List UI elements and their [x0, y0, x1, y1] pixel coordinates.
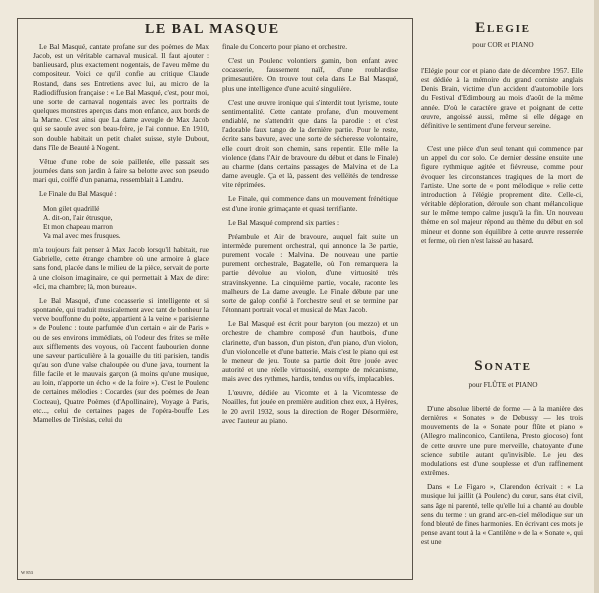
- bal-masque-column-1: [33, 42, 209, 429]
- elegie-text: [421, 66, 583, 250]
- paragraph: Vêtue d'une robe de soie pailletée, elle passait ses journées dans son jardin à faire sa belotte avec son pseudo mari qui, coiffé d'un panama, ressemblait à Landru.: [33, 156, 209, 185]
- paragraph: m'a toujours fait penser à Max Jacob lorsqu'il habitait, rue Gabrielle, cette étrange chambre où une armoire à glace sans fond, placée dans le milieu de la pièce, servait de porte à une cloison imaginaire, ce qui permettait à Max de dire: «Ici, ma chambre; là, mon bureau».: [33, 245, 209, 291]
- elegie-title: Elegie: [475, 20, 531, 36]
- poem-line: Et mon chapeau marron: [43, 221, 113, 231]
- paragraph: Préambule et Air de bravoure, auquel fait suite un intermède purement orchestral, qui annonce la 3e partie, purement vocale : Malvina. De nouveau une partie purement orchestrale, Bagatelle, où l'on remarquera la partie dévolue au violon, d'une virtuosité très stravinskyenne. La cinquième partie, vocale, raconte les malheurs de La dame aveugle. Le Finale débute par une sorte de galop confié à l'orchestre seul et se termine par l'étonnant portrait vocal et musical de Max Jacob.: [222, 231, 398, 315]
- paragraph: L'œuvre, dédiée au Vicomte et à la Vicomtesse de Noailles, fut jouée en première audition chez eux, à Hyères, le 20 avril 1932, sous la direction de Roger Désormière, avec l'auteur au piano.: [222, 388, 398, 425]
- sonate-text: [421, 404, 583, 551]
- sonate-title: Sonate: [474, 358, 532, 374]
- paragraph: l'Elégie pour cor et piano date de décembre 1957. Elle est dédiée à la mémoire du grand corniste anglais Denis Brain, victime d'un accident d'automobile lors du Festival d'Edimbourg au mois d'août de la même année. D'où le caractère grave et poignant de cette œuvre, angoissé aussi, même si elle dégage en définitive le sentiment d'une ferveur sereine.: [421, 66, 583, 130]
- paragraph: Le Bal Masqué est écrit pour baryton (ou mezzo) et un orchestre de chambre composé d'un hautbois, d'une clarinette, d'un basson, d'un piston, d'un piano, d'un violon, d'un violoncelle et d'une batterie. Mais c'est le piano qui est le meneur de jeu. Toute sa partie doit être jouée avec autorité et une réelle virtuosité, exempte de mécanisme, mais avec des rythmes, hardis, tendus ou vifs, implacables.: [222, 319, 398, 384]
- paragraph: Le Finale, qui commence dans un mouvement frénétique est d'une ironie grimaçante et quasi terrifiante.: [222, 194, 398, 213]
- paragraph: finale du Concerto pour piano et orchestre.: [222, 42, 348, 51]
- sonate-subtitle: pour FLÛTE et PIANO: [468, 380, 538, 389]
- sleeve-edge: [594, 0, 599, 593]
- poem-line: Mon gilet quadrillé: [43, 203, 100, 213]
- elegie-subtitle: pour COR et PIANO: [472, 40, 534, 49]
- poem-line: A. dit-on, l'air étrusque,: [43, 212, 113, 222]
- paragraph: Le Bal Masqué, d'une cocasserie si intelligente et si spontanée, qui traduit musicalement avec tant de bonheur la verve bouffonne du poète, appartient à la veine « parisienne » de Poulenc : toute parfumée d'un certain « air de Paris » ou de ses environs immédiats, où l'odeur des frites se mêle aux sifflements des voyous, où l'accent faubourien donne une saveur particulière à la gouaille du titi parisien, tandis qu'au son d'une valse chaloupée ou d'une java, tournent la fille facile et le mauvais garçon (à moins qu'une musique, au loin, n'apporte un écho « de la foire »). C'est le Poulenc de certaines mélodies : Cocardes (sur des poèmes de Jean Cocteau), Quatre Poèmes (d'Apollinaire), Voyage à Paris, etc..., celui de certaines pages de l'opéra-bouffe Les Mamelles de Tirésias, celui du: [33, 295, 209, 424]
- paragraph: Le Bal Masqué comprend six parties :: [228, 217, 340, 227]
- bal-masque-title: LE BAL MASQUE: [145, 22, 280, 37]
- paragraph: C'est une œuvre ironique qui s'interdit tout lyrisme, toute sentimentalité. Cette cantate profane, d'un mouvement endiablé, ne s'attendrit que dans la parodie : et c'est l'adorable faux tango de la dernière partie. Pour le reste, écrite sans bavure, avec une sorte de sécheresse volontaire, elle court droit son chemin, sans repentir. Elle mêle la violence (dans l'Air de bravoure du début et dans le Finale) au charme (dans certains passages de Malvina et de La dame aveugle. Ça et là, passent des velléités de tendresse vite réprimées.: [222, 97, 398, 190]
- paragraph: Dans « Le Figaro », Clarendon écrivait : « La musique lui jaillit (à Poulenc) du cœur, sans état civil, sans âge ni parenté, telle qu'elle lui a chanté au double sens du terme : un grand arc-en-ciel mélodique sur un fond bleuté de fines harmonies. En écrivant ces mots je pense avant tout à la « Cantilène » de la « Sonate », qui est une: [421, 482, 583, 547]
- poem-line: Va mal avec mes frusques.: [43, 230, 121, 240]
- poem-quote: [33, 204, 209, 241]
- paragraph: D'une absolue liberté de forme — à la manière des dernières « Sonates » de Debussy — les trois mouvements de la « Sonate pour flûte et piano » (Allegro malinconico, Cantilena, Presto giocoso) font de cette œuvre une pure merveille, chatoyante d'une science subtile autant qu'invisible. Le jeu des modulations est d'une souplesse et d'un raffinement extrêmes.: [421, 404, 583, 478]
- paragraph: C'est une pièce d'un seul tenant qui commence par un appel du cor solo. Ce dernier dessine ensuite une figure rythmique agitée et fiévreuse, comme pour évoquer les circonstances tragiques de la mort de l'artiste. Une sorte de « pont mélodique » relie cette introduction à l'élégie proprement dite. Celle-ci, véritable déploration, déroule son chant mélancolique sur le même tempo calme jusqu'à la fin. Un nouveau thème en sol majeur répond au thème du début en sol mineur et donne son équilibre à cette œuvre resserrée et ferme, où rien n'est laissé au hasard.: [421, 144, 583, 245]
- catalog-reference: W 853: [21, 570, 34, 575]
- paragraph: Le Bal Masqué, cantate profane sur des poèmes de Max Jacob, est un véritable carnaval musical. Il faut ajouter : banlieusard, plus exactement nogentais, de l'aveu même du compositeur. Voici ce qu'il confie au critique Claude Rostand, dans ses Entretiens avec lui, au micro de la Radiodiffusion française : « Le Bal Masqué, c'est, pour moi, une sorte de carnaval nogentais avec les portraits de quelques monstres aperçus dans mon enfance, aux bords de la Marne. C'est ainsi que La dame aveugle de Max Jacob qui se saoule avec son beau-frère, je l'ai connue. En 1910, son double habitait un petit chalet suisse, style Dubout, dans l'île de Beauté à Nogent.: [33, 42, 209, 152]
- bal-masque-column-2: [222, 42, 398, 430]
- paragraph: Le Finale du Bal Masqué :: [39, 189, 117, 199]
- paragraph: C'est un Poulenc volontiers gamin, bon enfant avec cocasserie, faussement naïf, d'une roublardise primesautière. On trouve tout cela dans Le Bal Masqué, plus une intelligence d'une acuité singulière.: [222, 56, 398, 93]
